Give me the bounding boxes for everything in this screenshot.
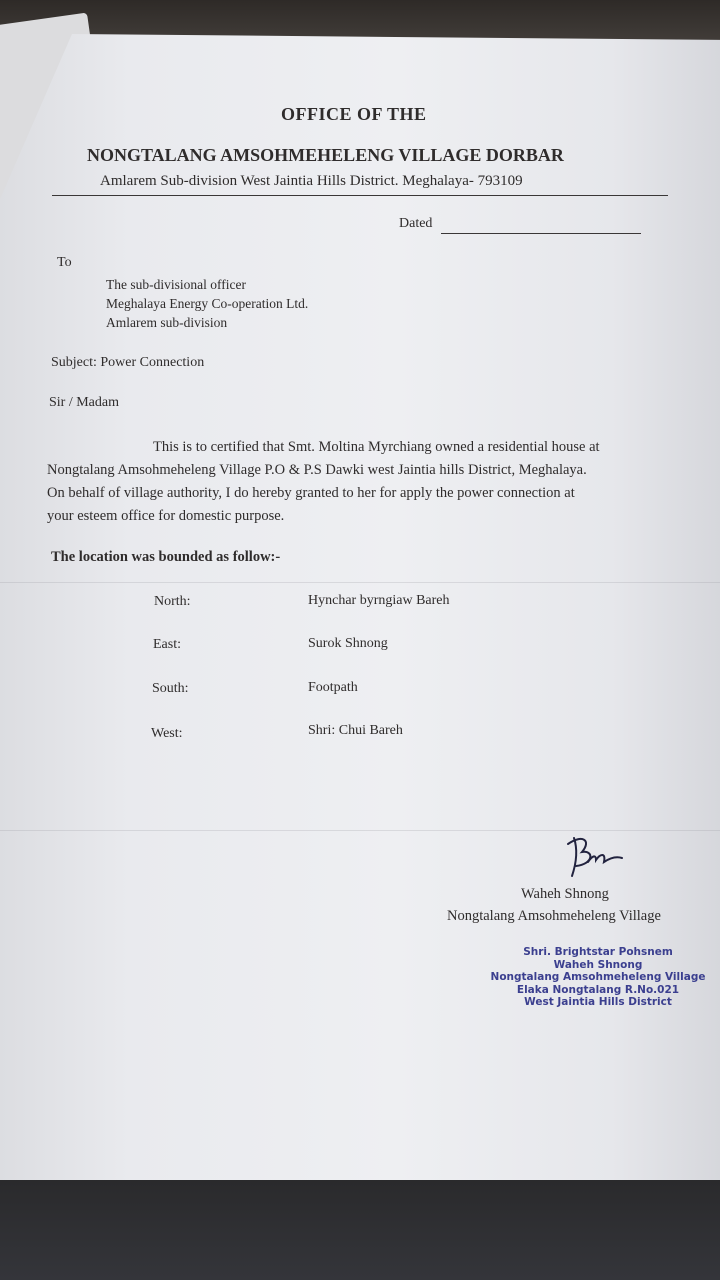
official-stamp	[478, 946, 718, 1009]
salutation: Sir / Madam	[49, 395, 119, 410]
handwritten-signature	[560, 832, 630, 882]
letterhead-organization: NONGTALANG AMSOHMEHELENG VILLAGE DORBAR	[87, 145, 564, 165]
recipient-line: Meghalaya Energy Co-operation Ltd.	[106, 296, 309, 311]
dated-label: Dated	[399, 216, 433, 231]
fold-crease	[0, 582, 720, 583]
boundary-value: Shri: Chui Bareh	[308, 723, 403, 738]
boundary-direction: North:	[154, 594, 191, 609]
boundary-direction: South:	[152, 681, 189, 696]
body-line: your esteem office for domestic purpose.	[47, 508, 285, 524]
stamp-line: Waheh Shnong	[553, 958, 643, 971]
stamp-line: Elaka Nongtalang R.No.021	[516, 983, 680, 996]
body-line: Nongtalang Amsohmeheleng Village P.O & P.S Dawki west Jaintia hills District, Meghalaya.	[47, 462, 587, 478]
to-label: To	[57, 255, 72, 270]
boundary-value: Hynchar byrngiaw Bareh	[308, 593, 450, 608]
letter-page	[0, 34, 720, 1214]
boundary-value: Footpath	[308, 680, 358, 695]
boundary-heading: The location was bounded as follow:-	[51, 549, 281, 565]
letterhead-title: OFFICE OF THE	[281, 104, 427, 124]
fold-crease	[0, 830, 720, 831]
boundary-direction: East:	[153, 637, 181, 652]
recipient-line: The sub-divisional officer	[106, 277, 246, 292]
boundary-direction: West:	[151, 726, 183, 741]
stamp-line: West Jaintia Hills District	[524, 996, 672, 1008]
letterhead-divider	[52, 195, 668, 196]
date-blank-line	[441, 233, 641, 234]
signatory-village: Nongtalang Amsohmeheleng Village	[447, 908, 661, 924]
table-surface	[0, 1180, 720, 1280]
body-line: This is to certified that Smt. Moltina Myrchiang owned a residential house at	[153, 439, 600, 455]
recipient-line: Amlarem sub-division	[106, 315, 228, 330]
body-line: On behalf of village authority, I do hereby granted to her for apply the power connection at	[47, 485, 575, 501]
boundary-value: Surok Shnong	[308, 636, 388, 651]
subject-line: Subject: Power Connection	[51, 355, 205, 370]
signatory-title: Waheh Shnong	[521, 886, 609, 902]
letterhead-address: Amlarem Sub-division West Jaintia Hills District. Meghalaya- 793109	[100, 173, 523, 189]
stamp-line: Shri. Brightstar Pohsnem	[523, 946, 673, 958]
stamp-line: Nongtalang Amsohmeheleng Village	[490, 971, 706, 983]
